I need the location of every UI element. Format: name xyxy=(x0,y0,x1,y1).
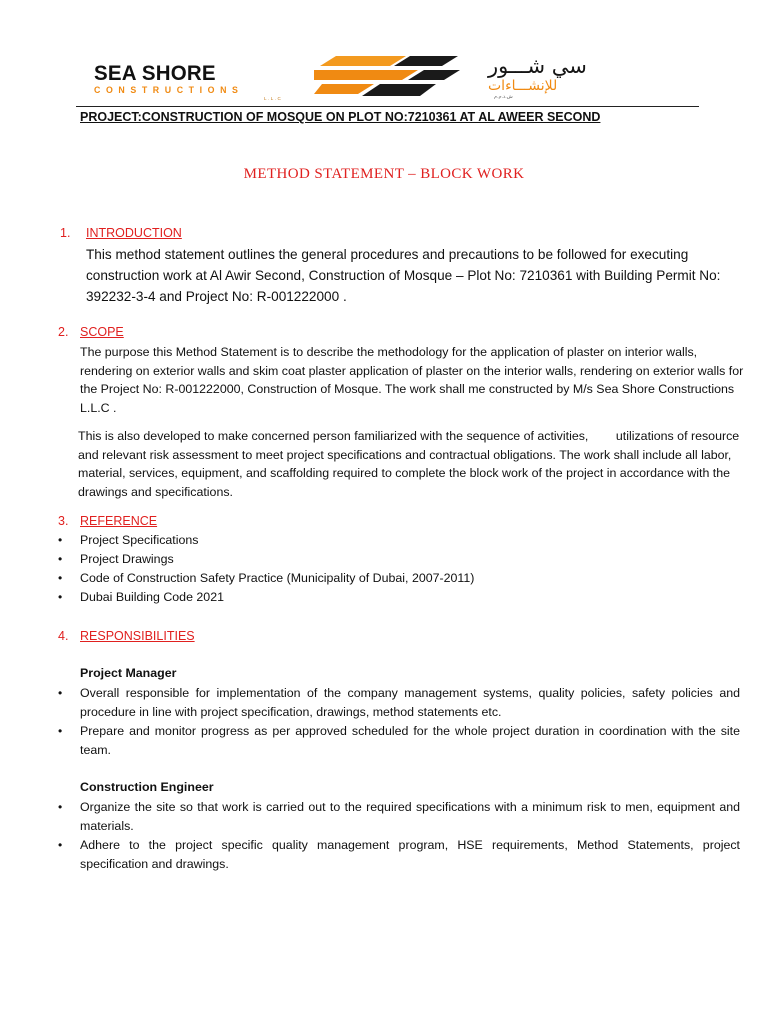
arabic-name-line1: سي شـــور xyxy=(488,54,587,78)
list-item: • Project Specifications xyxy=(58,531,740,550)
arabic-company-name xyxy=(488,54,688,102)
arabic-name-line3: ش.ذ.م.م xyxy=(494,94,513,100)
reference-list xyxy=(58,531,740,607)
list-item: • Project Drawings xyxy=(58,550,740,569)
role-heading-project-manager: Project Manager xyxy=(80,666,177,680)
section-heading-responsibilities xyxy=(58,629,195,643)
section-title: SCOPE xyxy=(80,325,124,339)
company-logo-icon xyxy=(314,52,460,100)
bullet-icon: • xyxy=(58,552,63,566)
section-heading-reference xyxy=(58,514,157,528)
section-heading-introduction xyxy=(60,226,182,240)
section-number: 3. xyxy=(58,514,69,528)
list-item: • Prepare and monitor progress as per approved scheduled for the whole project duration in coordination with the site team. xyxy=(58,724,740,757)
project-manager-list xyxy=(58,684,740,760)
role-heading-construction-engineer: Construction Engineer xyxy=(80,780,214,794)
company-logo-text xyxy=(94,60,294,101)
list-item: • Adhere to the project specific quality management program, HSE requirements, Method Statements, project specification and drawings. xyxy=(58,838,740,871)
section-title: INTRODUCTION xyxy=(86,226,182,240)
section-number: 1. xyxy=(60,226,71,240)
construction-engineer-list xyxy=(58,798,740,874)
header-divider xyxy=(76,106,699,107)
introduction-text: This method statement outlines the general procedures and precautions to be followed for executing construction work at Al Awir Second, Construction of Mosque – Plot No: 7210361 with Building Permit No: 392232-3-4 and Project No: R-001222000 . xyxy=(86,247,721,304)
list-item: • Organize the site so that work is carried out to the required specifications with a minimum risk to men, equipment and materials. xyxy=(58,800,740,833)
bullet-icon: • xyxy=(58,590,63,604)
brand-llc: L.L.C xyxy=(264,96,283,101)
list-item: • Dubai Building Code 2021 xyxy=(58,588,740,607)
bullet-icon: • xyxy=(58,724,63,738)
scope-paragraph-1: The purpose this Method Statement is to describe the methodology for the application of plaster on interior walls, rendering on exterior walls and skim coat plaster application of plaster on the interior walls, rendering on exterior walls for the Project No: R-001222000, Construction of Mosque. The work shall me constructed by M/s Sea Shore Constructions L.L.C . xyxy=(80,345,744,415)
bullet-icon: • xyxy=(58,533,63,547)
section-heading-scope xyxy=(58,325,124,339)
bullet-icon: • xyxy=(58,571,63,585)
section-number: 2. xyxy=(58,325,69,339)
section-title: REFERENCE xyxy=(80,514,158,528)
list-item: • Code of Construction Safety Practice (Municipality of Dubai, 2007-2011) xyxy=(58,569,740,588)
project-line: PROJECT:CONSTRUCTION OF MOSQUE ON PLOT NO:7210361 AT AL AWEER SECOND xyxy=(80,110,601,124)
brand-name: SEA SHORE xyxy=(94,60,216,86)
list-item: • Overall responsible for implementation of the company management systems, quality policies, safety policies and procedure in line with project specification, drawings, method statements etc. xyxy=(58,686,740,719)
section-title: RESPONSIBILITIES xyxy=(80,629,195,643)
scope-paragraph-2: This is also developed to make concerned person familiarized with the sequence of activities, utilizations of resource and relevant risk assessment to meet project specifications and contractual obligations. The work shall include all labor, material, services, equipment, and scaffolding required to complete the block work of the project in accordance with the drawings and specifications. xyxy=(78,429,743,499)
bullet-icon: • xyxy=(58,838,63,852)
section-number: 4. xyxy=(58,629,69,643)
bullet-icon: • xyxy=(58,800,63,814)
document-title: METHOD STATEMENT – BLOCK WORK xyxy=(243,166,525,182)
bullet-icon: • xyxy=(58,686,63,700)
arabic-name-line2: للإنشـــاءات xyxy=(488,78,558,94)
letterhead xyxy=(76,52,698,106)
brand-subtitle: CONSTRUCTIONS xyxy=(94,85,244,95)
